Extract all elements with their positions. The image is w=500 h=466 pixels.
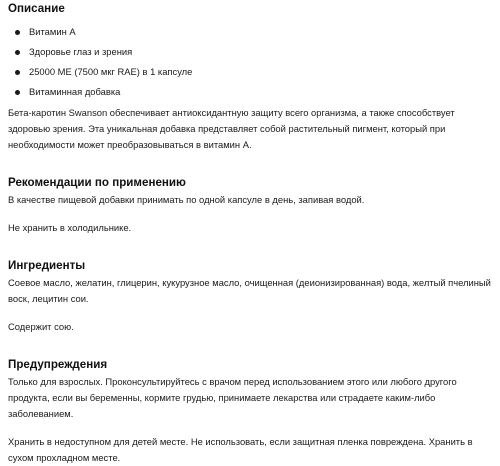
feature-text: Здоровье глаз и зрения: [29, 46, 133, 57]
list-item: [14, 22, 492, 42]
usage-heading: Рекомендации по применению: [8, 176, 186, 189]
feature-text: Витаминная добавка: [29, 86, 121, 97]
warnings-heading: Предупреждения: [8, 358, 108, 371]
storage-note: Не хранить в холодильнике.: [8, 222, 132, 233]
ingredients-section: [8, 258, 492, 335]
list-item: [14, 42, 492, 62]
allergen-note: Содержит сою.: [8, 321, 74, 332]
ingredients-text: Соевое масло, желатин, глицерин, кукурузное масло, очищенная (деионизированная) вода, желтый пчелиный воск, лецитин сои.: [8, 277, 491, 304]
bullet-icon: [15, 50, 20, 55]
warnings-text: Только для взрослых. Проконсультируйтесь с врачом перед использованием этого или любого другого продукта, если вы беременны, кормите грудью, принимаете лекарства или страдаете каким-либо заболеванием.: [8, 376, 457, 419]
description-text: Бета-каротин Swanson обеспечивает антиоксидантную защиту всего организма, а также способствует здоровью зрения. Эта уникальная добавка представляет собой растительный пигмент, который при необходимости может преобразовываться в витамин A.: [8, 107, 455, 150]
bullet-icon: [15, 90, 20, 95]
warnings-section: [8, 357, 492, 466]
usage-text: В качестве пищевой добавки принимать по одной капсуле в день, запивая водой.: [8, 194, 365, 205]
usage-section: [8, 175, 492, 236]
feature-text: Витамин A: [29, 26, 76, 37]
description-heading: Описание: [8, 2, 65, 15]
bullet-icon: [15, 30, 20, 35]
feature-list: [8, 22, 492, 102]
ingredients-heading: Ингредиенты: [8, 259, 86, 272]
bullet-icon: [15, 70, 20, 75]
list-item: [14, 82, 492, 102]
list-item: [14, 62, 492, 82]
description-section: [8, 0, 492, 153]
feature-text: 25000 МЕ (7500 мкг RAE) в 1 капсуле: [29, 66, 193, 77]
storage-warning: Хранить в недоступном для детей месте. Не использовать, если защитная пленка повреждена. Хранить в сухом прохладном месте.: [8, 436, 473, 463]
